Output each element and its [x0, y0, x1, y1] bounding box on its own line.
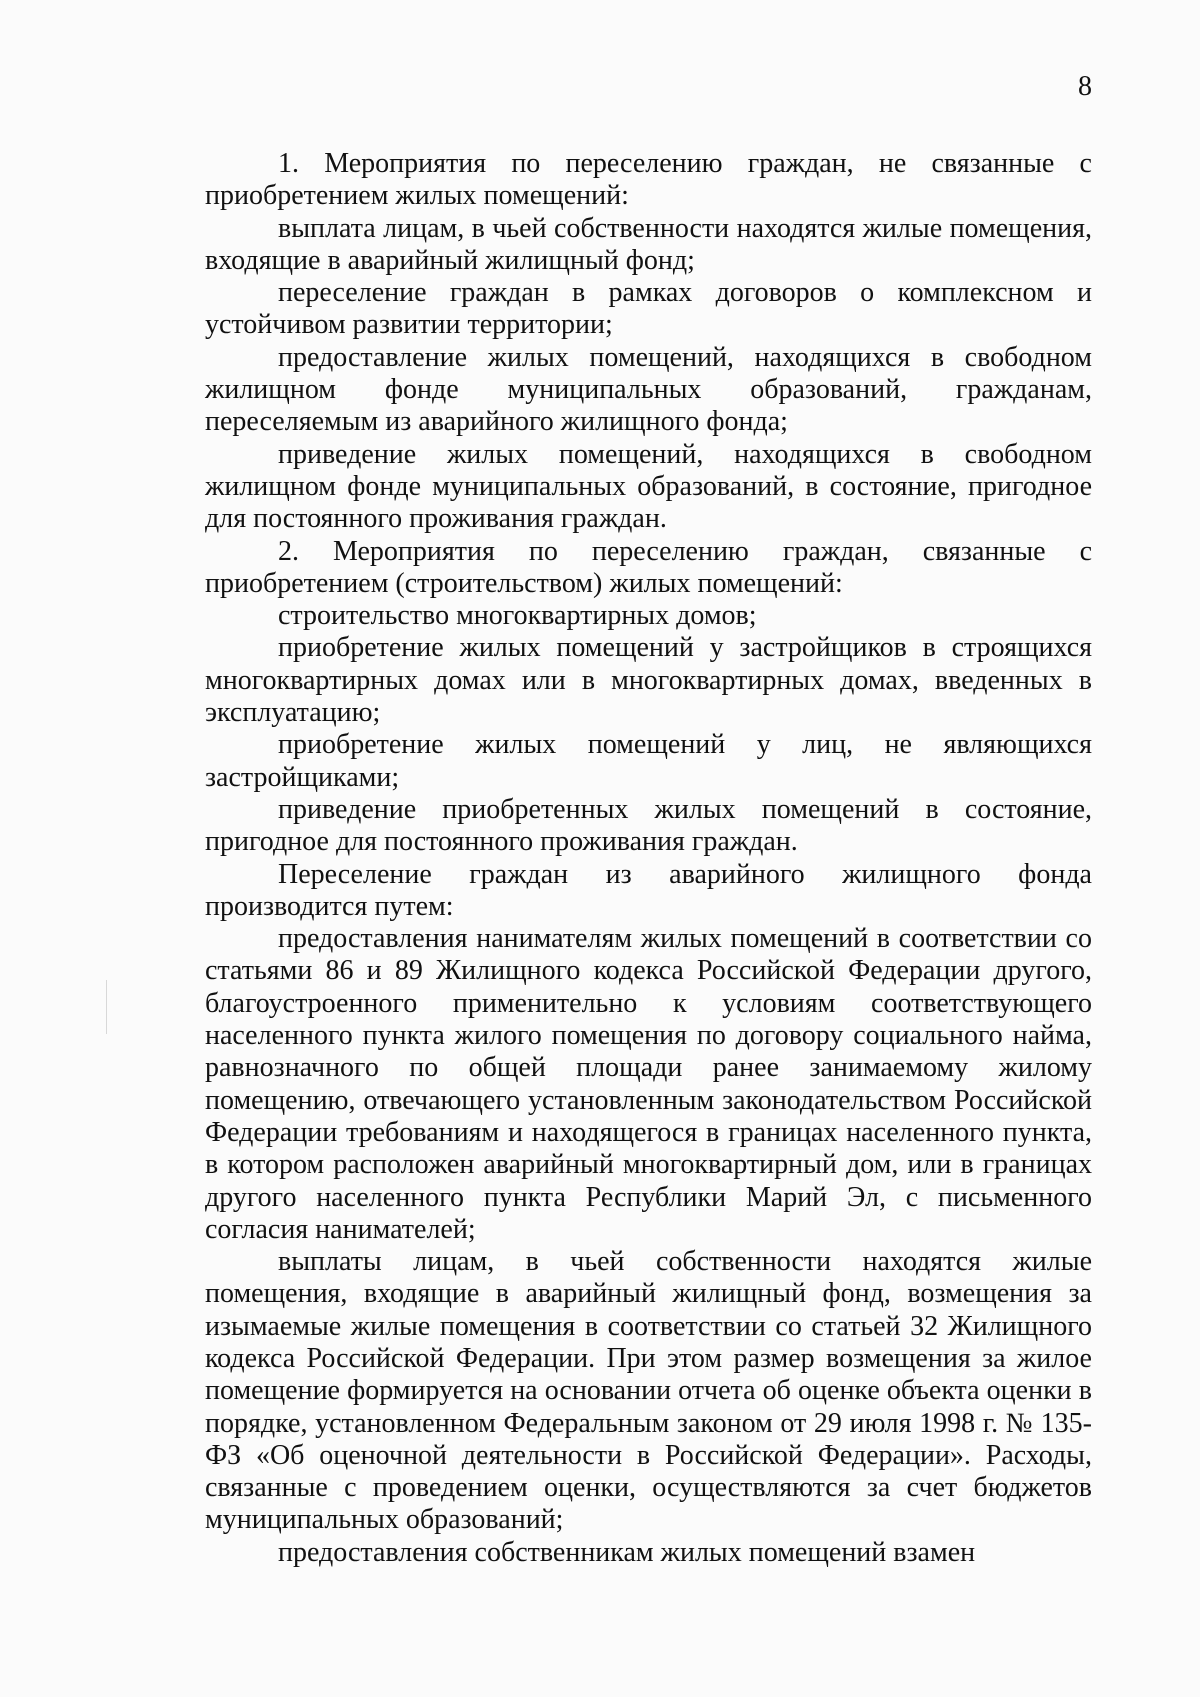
- paragraph-compensation-payments: выплаты лицам, в чьей собственности находятся жилые помещения, входящие в аварийный жилищный фонд, возмещения за изымаемые жилые помещения в соответствии со статьей 32 Жилищного кодекса Российской Федерации. При этом размер возмещения за жилое помещение формируется на основании отчета об оценке объекта оценки в порядке, установленном Федеральным законом от 29 июля 1998 г. № 135-ФЗ «Об оценочной деятельности в Российской Федерации». Расходы, связанные с проведением оценки, осуществляются за счет бюджетов муниципальных образований;: [205, 1246, 1092, 1536]
- paragraph-acquisition-from-developers: приобретение жилых помещений у застройщиков в строящихся многоквартирных домах или в многоквартирных домах, введенных в эксплуатацию;: [205, 632, 1092, 729]
- paragraph-measures-not-related-to-acquisition: 1. Мероприятия по переселению граждан, не связанные с приобретением жилых помещений:: [205, 148, 1092, 212]
- paragraph-resettlement-methods: Переселение граждан из аварийного жилищного фонда производится путем:: [205, 858, 1092, 922]
- paragraph-payment-to-owners: выплата лицам, в чьей собственности находятся жилые помещения, входящие в аварийный жилищный фонд;: [205, 212, 1092, 276]
- paragraph-providing-to-owners: предоставления собственникам жилых помещений взамен: [278, 1536, 976, 1568]
- paragraph-providing-free-housing: предоставление жилых помещений, находящихся в свободном жилищном фонде муниципальных образований, гражданам, переселяемым из аварийного жилищного фонда;: [205, 341, 1092, 438]
- paragraph-measures-related-to-acquisition: 2. Мероприятия по переселению граждан, связанные с приобретением (строительством) жилых помещений:: [205, 535, 1092, 599]
- scan-artifact-line: [106, 980, 107, 1034]
- paragraph-acquisition-from-non-developers: приобретение жилых помещений у лиц, не являющихся застройщиками;: [205, 729, 1092, 793]
- paragraph-bringing-housing-to-condition: приведение жилых помещений, находящихся в свободном жилищном фонде муниципальных образований, в состояние, пригодное для постоянного проживания граждан.: [205, 438, 1092, 535]
- page-number: 8: [1078, 71, 1092, 102]
- document-body: [205, 148, 1092, 1569]
- paragraph-bringing-acquired-housing-to-condition: приведение приобретенных жилых помещений в состояние, пригодное для постоянного проживания граждан.: [205, 793, 1092, 858]
- paragraph-resettlement-under-development-contracts: переселение граждан в рамках договоров о комплексном и устойчивом развитии территории;: [205, 277, 1092, 341]
- paragraph-providing-to-tenants: предоставления нанимателям жилых помещений в соответствии со статьями 86 и 89 Жилищного кодекса Российской Федерации другого, благоустроенного применительно к условиям соответствующего населенного пункта жилого помещения по договору социального найма, равнозначного по общей площади ранее занимаемому жилому помещению, отвечающего установленным законодательством Российской Федерации требованиям и находящегося в границах населенного пункта, в котором расположен аварийный многоквартирный дом, или в границах другого населенного пункта Республики Марий Эл, с письменного согласия нанимателей;: [205, 923, 1092, 1245]
- paragraph-building-apartment-houses: строительство многоквартирных домов;: [278, 600, 757, 632]
